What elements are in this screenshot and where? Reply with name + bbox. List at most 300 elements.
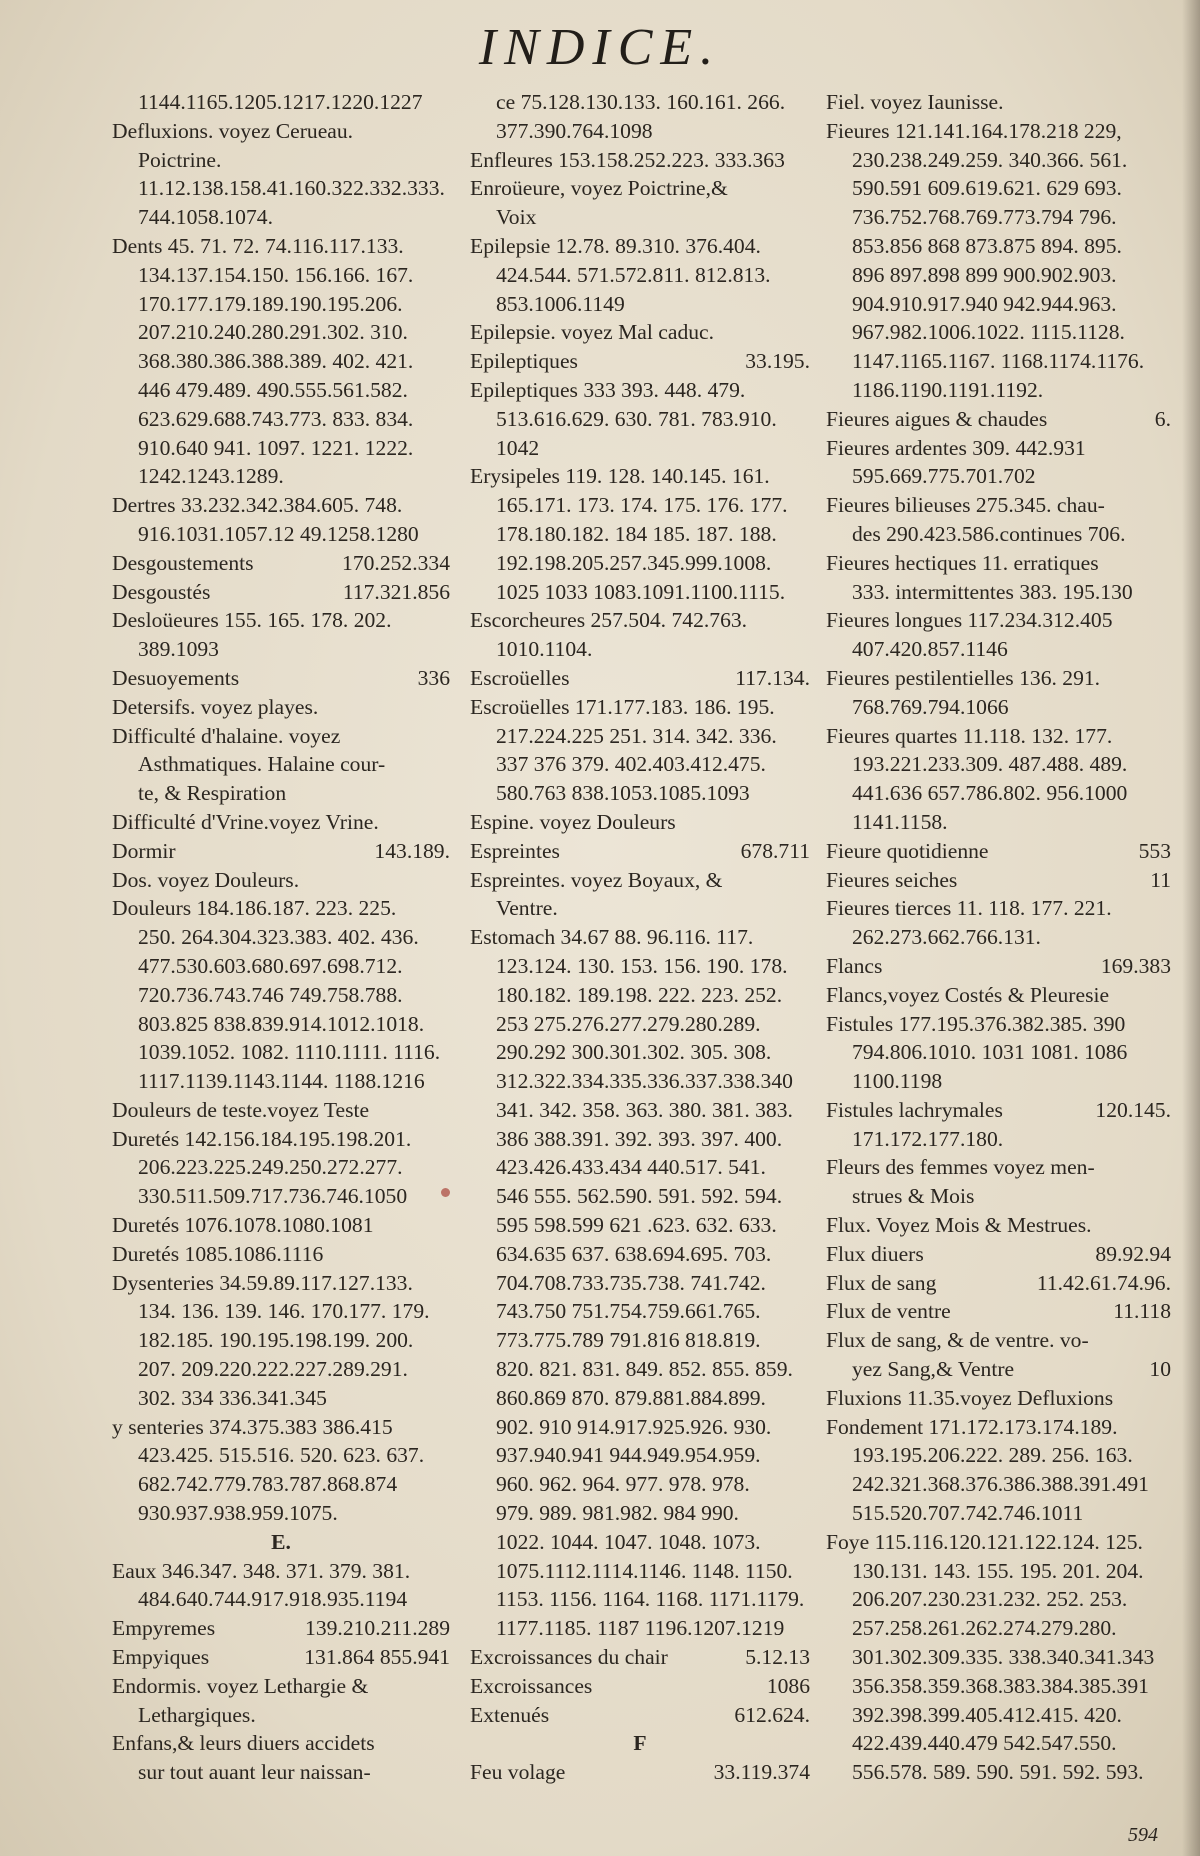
index-line <box>470 203 810 232</box>
index-entry-text: Fieures hectiques 11. erratiques <box>826 550 1099 575</box>
index-line <box>112 146 450 175</box>
index-line <box>826 923 1171 952</box>
index-line <box>470 664 810 693</box>
index-line <box>470 1038 810 1067</box>
index-entry-text: 253 275.276.277.279.280.289. <box>496 1011 761 1036</box>
index-line <box>826 606 1171 635</box>
index-entry-text: 580.763 838.1053.1085.1093 <box>496 781 750 806</box>
index-entry-text: Flux. Voyez Mois & Mestrues. <box>826 1213 1092 1238</box>
index-entry-text: 230.238.249.259. 340.366. 561. <box>852 147 1128 172</box>
index-line <box>112 779 450 808</box>
index-line <box>826 1010 1171 1039</box>
index-line <box>470 261 810 290</box>
index-line <box>112 520 450 549</box>
index-line <box>112 1557 450 1586</box>
index-line <box>826 1701 1171 1730</box>
index-entry-text: Enfleures 153.158.252.223. 333.363 <box>470 147 785 172</box>
index-line <box>826 1355 1171 1384</box>
index-entry-text: 193.195.206.222. 289. 256. 163. <box>852 1443 1133 1468</box>
index-line <box>112 722 450 751</box>
index-line <box>112 347 450 376</box>
index-entry-text: 910.640 941. 1097. 1221. 1222. <box>138 435 414 460</box>
index-line <box>826 1038 1171 1067</box>
index-line <box>112 1211 450 1240</box>
index-entry-text: Escorcheures 257.504. 742.763. <box>470 608 748 633</box>
index-entry-text: Epileptiques 333 393. 448. 479. <box>470 377 746 402</box>
index-entry-text: 736.752.768.769.773.794 796. <box>852 205 1117 230</box>
index-entry-text: 242.321.368.376.386.388.391.491 <box>852 1472 1149 1497</box>
index-line <box>470 1701 810 1730</box>
index-line <box>112 232 450 261</box>
index-entry-text: 930.937.938.959.1075. <box>138 1501 338 1526</box>
index-entry-text: Dertres 33.232.342.384.605. 748. <box>112 493 403 518</box>
index-entry-text: Ventre. <box>496 896 558 921</box>
index-entry-text: Escroüelles 171.177.183. 186. 195. <box>470 694 775 719</box>
index-line <box>112 1413 450 1442</box>
index-entry-text: 250. 264.304.323.383. 402. 436. <box>138 925 419 950</box>
index-entry-text: 904.910.917.940 942.944.963. <box>852 291 1117 316</box>
index-entry-text: 1141.1158. <box>852 809 948 834</box>
index-line <box>112 578 450 607</box>
index-line <box>826 1528 1171 1557</box>
index-entry-text: 257.258.261.262.274.279.280. <box>852 1616 1117 1641</box>
index-line <box>112 808 450 837</box>
index-line <box>470 578 810 607</box>
index-line <box>470 606 810 635</box>
index-entry-text: 556.578. 589. 590. 591. 592. 593. <box>852 1760 1144 1785</box>
index-line <box>112 1269 450 1298</box>
index-entry-text: Epileptiques <box>470 349 578 374</box>
index-line <box>112 434 450 463</box>
index-line <box>826 318 1171 347</box>
index-entry-text: 853.856 868 873.875 894. 895. <box>852 233 1122 258</box>
index-entry-text: y senteries 374.375.383 386.415 <box>112 1414 393 1439</box>
index-entry-text: Defluxions. voyez Cerueau. <box>112 118 354 143</box>
index-line <box>826 693 1171 722</box>
index-entry-text: 1075.1112.1114.1146. 1148. 1150. <box>496 1558 793 1583</box>
index-entry-pages: 612.624. <box>734 1702 810 1727</box>
index-line <box>470 779 810 808</box>
index-entry-text: 967.982.1006.1022. 1115.1128. <box>852 320 1125 345</box>
index-entry-pages: 553 <box>1138 838 1171 863</box>
index-line <box>470 1211 810 1240</box>
index-line <box>470 405 810 434</box>
index-line <box>470 952 810 981</box>
index-line <box>826 1297 1171 1326</box>
index-entry-text: Fieures seiches <box>826 867 958 892</box>
index-entry-text: 623.629.688.743.773. 833. 834. <box>138 406 414 431</box>
index-entry-text: 768.769.794.1066 <box>852 694 1009 719</box>
index-entry-pages: 170.252.334 <box>342 550 450 575</box>
index-entry-text: 515.520.707.742.746.1011 <box>852 1501 1084 1526</box>
index-entry-text: 423.425. 515.516. 520. 623. 637. <box>138 1443 425 1468</box>
index-entry-text: 130.131. 143. 155. 195. 201. 204. <box>852 1558 1144 1583</box>
index-line <box>826 520 1171 549</box>
index-entry-text: Difficulté d'halaine. voyez <box>112 723 341 748</box>
index-entry-text: 477.530.603.680.697.698.712. <box>138 953 403 978</box>
index-entry-text: Espine. voyez Douleurs <box>470 809 676 834</box>
index-entry-text: strues & Mois <box>852 1184 975 1209</box>
index-line <box>826 1643 1171 1672</box>
index-line <box>112 923 450 952</box>
index-entry-pages: 117.321.856 <box>342 579 450 604</box>
index-entry-text: Epilepsie 12.78. 89.310. 376.404. <box>470 233 761 258</box>
index-line <box>470 491 810 520</box>
index-entry-text: Lethargiques. <box>138 1702 256 1727</box>
index-line <box>470 549 810 578</box>
index-entry-text: Excroissances <box>470 1673 593 1698</box>
index-line <box>470 693 810 722</box>
index-entry-text: 1100.1198 <box>852 1069 943 1094</box>
index-entry-text: 1144.1165.1205.1217.1220.1227 <box>138 90 423 114</box>
index-line <box>826 261 1171 290</box>
index-entry-text: 979. 989. 981.982. 984 990. <box>496 1501 739 1526</box>
index-entry-text: Fieures quartes 11.118. 132. 177. <box>826 723 1113 748</box>
index-entry-text: Desgoustés <box>112 579 211 604</box>
index-entry-text: 1025 1033 1083.1091.1100.1115. <box>496 579 786 604</box>
index-line <box>470 117 810 146</box>
index-line <box>470 1067 810 1096</box>
index-line <box>470 1585 810 1614</box>
index-line <box>470 347 810 376</box>
index-entry-text: 330.511.509.717.736.746.1050 <box>138 1184 408 1209</box>
index-line <box>470 866 810 895</box>
index-entry-text: sur tout auant leur naissan- <box>138 1760 371 1785</box>
index-entry-pages: 1086 <box>766 1673 810 1698</box>
index-entry-text: 546 555. 562.590. 591. 592. 594. <box>496 1184 783 1209</box>
index-entry-text: Douleurs de teste.voyez Teste <box>112 1097 370 1122</box>
index-entry-text: Fieure quotidienne <box>826 838 989 863</box>
index-line <box>470 1355 810 1384</box>
index-entry-text: Fieures aigues & chaudes <box>826 406 1048 431</box>
index-entry-text: 1042 <box>496 435 540 460</box>
index-line <box>112 1182 450 1211</box>
index-line <box>112 376 450 405</box>
index-entry-text: 682.742.779.783.787.868.874 <box>138 1472 398 1497</box>
index-line <box>826 1067 1171 1096</box>
index-line <box>112 174 450 203</box>
index-line <box>112 1096 450 1125</box>
index-line <box>470 1528 810 1557</box>
index-entry-text: 377.390.764.1098 <box>496 118 653 143</box>
index-line <box>112 462 450 491</box>
index-entry-text: Duretés 1085.1086.1116 <box>112 1241 324 1266</box>
index-entry-text: Desloüeures 155. 165. 178. 202. <box>112 608 392 633</box>
index-line <box>826 1384 1171 1413</box>
index-entry-text: 206.207.230.231.232. 252. 253. <box>852 1587 1128 1612</box>
index-entry-text: 11.12.138.158.41.160.322.332.333. <box>138 176 445 201</box>
index-line <box>112 318 450 347</box>
index-entry-text: Fieures bilieuses 275.345. chau- <box>826 493 1105 518</box>
index-line <box>470 894 810 923</box>
index-line <box>826 837 1171 866</box>
index-line <box>826 1182 1171 1211</box>
index-entry-pages: 143.189. <box>374 838 450 863</box>
index-entry-text: 595 598.599 621 .623. 632. 633. <box>496 1213 777 1238</box>
index-line <box>470 1010 810 1039</box>
index-line <box>112 1384 450 1413</box>
index-line <box>826 1240 1171 1269</box>
index-entry-text: 1039.1052. 1082. 1110.1111. 1116. <box>138 1040 441 1065</box>
index-line <box>112 88 450 117</box>
index-line <box>112 1297 450 1326</box>
index-line <box>470 1413 810 1442</box>
index-entry-text: Estomach 34.67 88. 96.116. 117. <box>470 925 754 950</box>
index-line <box>470 174 810 203</box>
index-entry-text: 423.426.433.434 440.517. 541. <box>496 1155 766 1180</box>
index-entry-text: 1147.1165.1167. 1168.1174.1176. <box>852 349 1145 374</box>
index-entry-text: E. <box>271 1529 291 1554</box>
index-entry-pages: 11.118 <box>1113 1299 1171 1324</box>
index-entry-text: Flux de sang <box>826 1270 937 1295</box>
index-entry-text: 134.137.154.150. 156.166. 167. <box>138 262 414 287</box>
index-entry-text: Fleurs des femmes voyez men- <box>826 1155 1095 1180</box>
index-line <box>826 203 1171 232</box>
index-line <box>826 1153 1171 1182</box>
index-line <box>470 981 810 1010</box>
index-line <box>826 952 1171 981</box>
index-entry-text: F <box>633 1731 647 1756</box>
index-entry-pages: 678.711 <box>740 838 810 863</box>
index-line <box>470 1499 810 1528</box>
index-entry-text: 484.640.744.917.918.935.1194 <box>138 1587 408 1612</box>
index-entry-text: Fistules lachrymales <box>826 1097 1003 1122</box>
index-entry-text: Fluxions 11.35.voyez Defluxions <box>826 1385 1114 1410</box>
index-entry-text: 333. intermittentes 383. 195.130 <box>852 579 1133 604</box>
index-line <box>112 1758 450 1787</box>
index-line <box>470 1384 810 1413</box>
index-entry-text: Dormir <box>112 838 176 863</box>
index-line <box>826 174 1171 203</box>
index-line <box>112 1326 450 1355</box>
index-entry-text: 368.380.386.388.389. 402. 421. <box>138 349 414 374</box>
index-entry-text: Asthmatiques. Halaine cour- <box>138 752 386 777</box>
index-entry-text: Fistules 177.195.376.382.385. 390 <box>826 1011 1126 1036</box>
index-line <box>470 290 810 319</box>
index-line <box>112 1153 450 1182</box>
index-entry-text: te, & Respiration <box>138 781 287 806</box>
index-entry-text: 1153. 1156. 1164. 1168. 1171.1179. <box>496 1587 805 1612</box>
index-line <box>826 405 1171 434</box>
index-line <box>112 290 450 319</box>
index-line <box>112 1585 450 1614</box>
index-entry-text: 170.177.179.189.190.195.206. <box>138 291 403 316</box>
index-entry-text: 1117.1139.1143.1144. 1188.1216 <box>138 1069 425 1094</box>
index-line <box>826 290 1171 319</box>
index-line <box>112 405 450 434</box>
index-entry-text: 392.398.399.405.412.415. 420. <box>852 1702 1122 1727</box>
index-line <box>470 146 810 175</box>
index-entry-text: Extenués <box>470 1702 550 1727</box>
index-line <box>826 1211 1171 1240</box>
index-line <box>470 520 810 549</box>
index-line <box>826 88 1171 117</box>
index-line <box>112 664 450 693</box>
index-line <box>470 635 810 664</box>
index-line <box>826 1125 1171 1154</box>
index-line <box>470 462 810 491</box>
index-entry-text: Feu volage <box>470 1760 566 1785</box>
index-entry-text: Dysenteries 34.59.89.117.127.133. <box>112 1270 413 1295</box>
index-entry-text: 794.806.1010. 1031 1081. 1086 <box>852 1040 1128 1065</box>
index-entry-text: 123.124. 130. 153. 156. 190. 178. <box>496 953 788 978</box>
index-entry-text: 180.182. 189.198. 222. 223. 252. <box>496 982 783 1007</box>
index-entry-text: 302. 334 336.341.345 <box>138 1385 327 1410</box>
index-entry-text: 743.750 751.754.759.661.765. <box>496 1299 761 1324</box>
index-entry-text: 193.221.233.309. 487.488. 489. <box>852 752 1128 777</box>
index-entry-text: 1010.1104. <box>496 637 593 662</box>
index-entry-text: Fieures pestilentielles 136. 291. <box>826 665 1101 690</box>
index-entry-text: 446 479.489. 490.555.561.582. <box>138 377 408 402</box>
index-line <box>826 491 1171 520</box>
index-line <box>826 750 1171 779</box>
index-line <box>826 232 1171 261</box>
index-line <box>112 981 450 1010</box>
index-line <box>470 1297 810 1326</box>
index-line <box>112 635 450 664</box>
index-entry-text: 896 897.898 899 900.902.903. <box>852 262 1117 287</box>
index-entry-text: Eaux 346.347. 348. 371. 379. 381. <box>112 1558 411 1583</box>
index-entry-pages: 11.42.61.74.96. <box>1036 1270 1171 1295</box>
index-line <box>826 1499 1171 1528</box>
index-line <box>112 750 450 779</box>
index-line <box>112 606 450 635</box>
index-entry-text: 389.1093 <box>138 637 219 662</box>
index-entry-text: Fiel. voyez Iaunisse. <box>826 90 1004 114</box>
index-line <box>826 981 1171 1010</box>
index-entry-text: 860.869 870. 879.881.884.899. <box>496 1385 766 1410</box>
index-line <box>470 1125 810 1154</box>
index-entry-text: 192.198.205.257.345.999.1008. <box>496 550 772 575</box>
index-entry-text: 312.322.334.335.336.337.338.340 <box>496 1069 793 1094</box>
index-entry-text: 590.591 609.619.621. 629 693. <box>852 176 1122 201</box>
index-entry-text: Detersifs. voyez playes. <box>112 694 319 719</box>
index-entry-text: 424.544. 571.572.811. 812.813. <box>496 262 771 287</box>
index-entry-text: Flux de ventre <box>826 1299 951 1324</box>
index-entry-text: 513.616.629. 630. 781. 783.910. <box>496 406 777 431</box>
index-entry-text: 916.1031.1057.12 49.1258.1280 <box>138 521 419 546</box>
index-entry-text: Excroissances du chair <box>470 1645 668 1670</box>
index-line <box>826 1758 1171 1787</box>
index-line <box>826 1096 1171 1125</box>
page-edge-shadow <box>1182 0 1200 1856</box>
index-line <box>112 1470 450 1499</box>
index-line <box>112 1240 450 1269</box>
index-line <box>470 1182 810 1211</box>
index-line <box>112 894 450 923</box>
index-line <box>470 1470 810 1499</box>
index-entry-text: 178.180.182. 184 185. 187. 188. <box>496 521 777 546</box>
index-entry-text: 407.420.857.1146 <box>852 637 1008 662</box>
index-entry-text: Epilepsie. voyez Mal caduc. <box>470 320 715 345</box>
index-entry-text: 820. 821. 831. 849. 852. 855. 859. <box>496 1357 793 1382</box>
index-entry-text: 217.224.225 251. 314. 342. 336. <box>496 723 777 748</box>
index-line <box>826 347 1171 376</box>
index-line <box>826 434 1171 463</box>
index-line <box>826 376 1171 405</box>
index-line <box>112 1125 450 1154</box>
index-line <box>826 779 1171 808</box>
index-entry-text: 171.172.177.180. <box>852 1126 1004 1151</box>
index-line <box>826 117 1171 146</box>
index-entry-text: 1177.1185. 1187 1196.1207.1219 <box>496 1616 785 1641</box>
index-line <box>112 549 450 578</box>
index-line <box>470 232 810 261</box>
index-entry-text: Fieures longues 117.234.312.405 <box>826 608 1113 633</box>
index-line <box>826 1585 1171 1614</box>
index-line <box>112 952 450 981</box>
index-line <box>826 1672 1171 1701</box>
index-entry-text: yez Sang,& Ventre <box>852 1357 1015 1382</box>
index-line <box>112 1643 450 1672</box>
index-column-1 <box>112 88 450 1787</box>
index-entry-text: Duretés 142.156.184.195.198.201. <box>112 1126 412 1151</box>
index-line <box>112 117 450 146</box>
index-line <box>470 1326 810 1355</box>
index-line <box>112 1701 450 1730</box>
index-entry-text: Espreintes <box>470 838 560 863</box>
index-entry-text: 165.171. 173. 174. 175. 176. 177. <box>496 493 788 518</box>
index-line <box>112 1441 450 1470</box>
index-line <box>112 491 450 520</box>
index-entry-text: Voix <box>496 205 537 230</box>
index-line <box>826 664 1171 693</box>
index-line <box>826 1470 1171 1499</box>
index-line <box>470 1269 810 1298</box>
index-entry-text: 262.273.662.766.131. <box>852 925 1041 950</box>
index-line <box>826 1269 1171 1298</box>
index-line <box>112 693 450 722</box>
index-entry-text: Fieures ardentes 309. 442.931 <box>826 435 1086 460</box>
index-entry-text: Dents 45. 71. 72. 74.116.117.133. <box>112 233 404 258</box>
index-entry-text: 356.358.359.368.383.384.385.391 <box>852 1673 1149 1698</box>
index-entry-text: 1242.1243.1289. <box>138 464 284 489</box>
index-line <box>826 578 1171 607</box>
index-line <box>112 1010 450 1039</box>
index-line <box>470 1096 810 1125</box>
index-line <box>112 1729 450 1758</box>
index-line <box>112 1355 450 1384</box>
index-entry-text: Erysipeles 119. 128. 140.145. 161. <box>470 464 770 489</box>
index-entry-text: Fieures 121.141.164.178.218 229, <box>826 118 1122 143</box>
index-entry-text: 720.736.743.746 749.758.788. <box>138 982 403 1007</box>
index-entry-text: Desuoyements <box>112 665 240 690</box>
ink-stain <box>441 1188 450 1197</box>
index-line <box>470 1240 810 1269</box>
index-line <box>470 318 810 347</box>
index-line <box>470 1557 810 1586</box>
index-entry-text: Difficulté d'Vrine.voyez Vrine. <box>112 809 379 834</box>
index-line <box>112 1038 450 1067</box>
index-entry-pages: 6. <box>1154 406 1171 431</box>
index-entry-text: Empyiques <box>112 1645 210 1670</box>
index-line <box>470 750 810 779</box>
index-entry-text: 422.439.440.479 542.547.550. <box>852 1731 1117 1756</box>
index-entry-text: 960. 962. 964. 977. 978. 978. <box>496 1472 750 1497</box>
index-entry-text: 1022. 1044. 1047. 1048. 1073. <box>496 1529 761 1554</box>
index-line <box>470 88 810 117</box>
index-entry-text: 773.775.789 791.816 818.819. <box>496 1328 761 1353</box>
index-entry-text: Flancs,voyez Costés & Pleuresie <box>826 982 1110 1007</box>
index-entry-text: 1186.1190.1191.1192. <box>852 377 1044 402</box>
catchword: 594 <box>1128 1824 1158 1846</box>
index-line <box>826 1729 1171 1758</box>
index-column-2 <box>470 88 810 1787</box>
index-entry-text: 441.636 657.786.802. 956.1000 <box>852 781 1128 806</box>
index-entry-text: Flancs <box>826 953 883 978</box>
index-line <box>470 1614 810 1643</box>
index-entry-pages: 139.210.211.289 <box>305 1616 450 1641</box>
